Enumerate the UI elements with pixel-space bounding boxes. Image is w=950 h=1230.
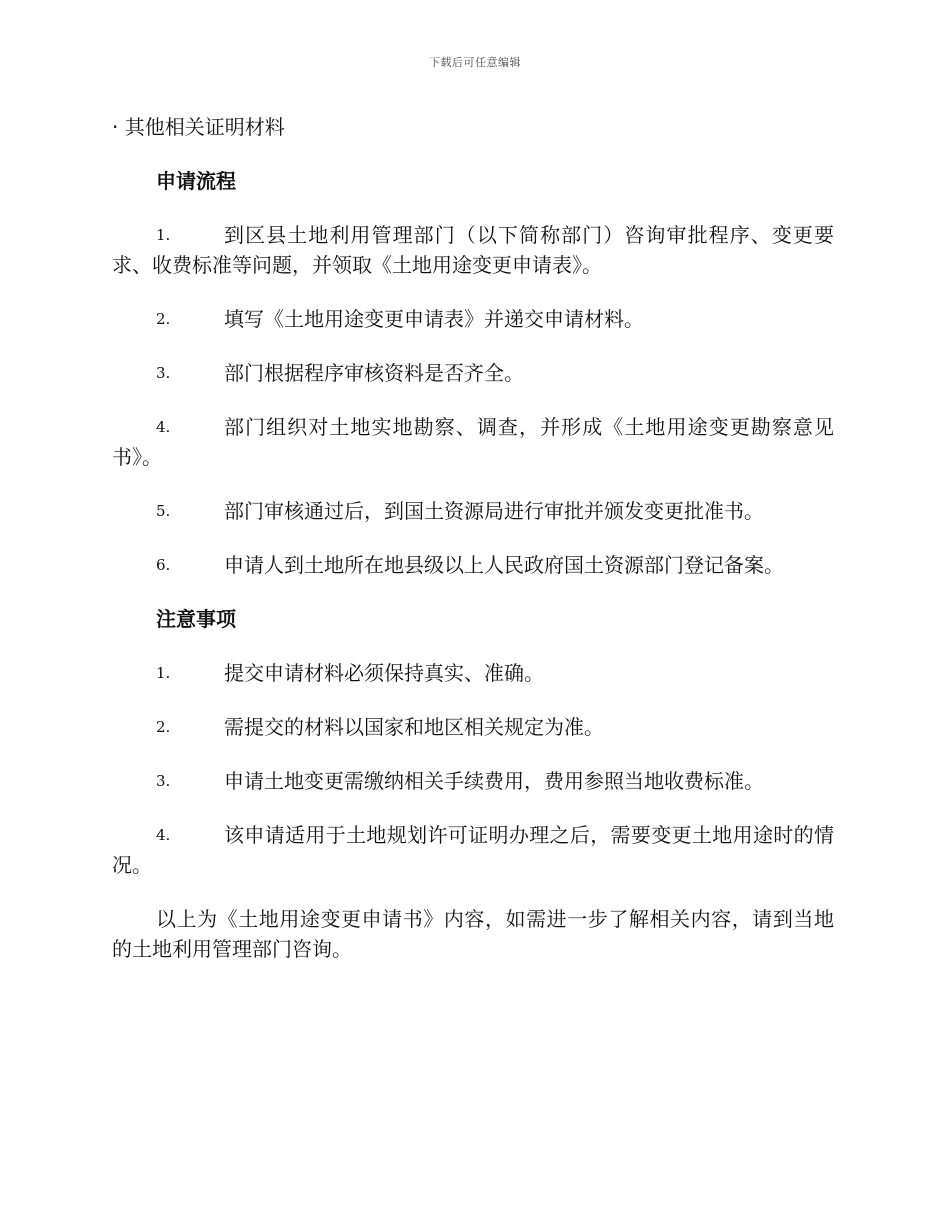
notes-item-text: 该申请适用于土地规划许可证明办理之后，需要变更土地用途时的情况。 [112,823,834,877]
process-item [112,304,834,334]
process-item-number: 6. [156,556,171,574]
document-body [112,112,834,988]
notes-item-text: 提交申请材料必须保持真实、准确。 [224,661,544,685]
closing-paragraph: 以上为《土地用途变更申请书》内容，如需进一步了解相关内容，请到当地的土地利用管理部门咨询。 [112,907,834,961]
notes-item [112,658,834,688]
process-item-number: 2. [156,310,171,328]
notes-item-text: 申请土地变更需缴纳相关手续费用，费用参照当地收费标准。 [224,769,764,793]
process-item [112,496,834,526]
process-section-title: 申请流程 [156,169,236,193]
notes-item [112,766,834,796]
process-item-text: 部门组织对土地实地勘察、调查，并形成《土地用途变更勘察意见书》。 [112,415,834,469]
process-item-number: 4. [156,418,171,436]
process-item [112,358,834,388]
notes-item [112,820,834,880]
process-item-text: 到区县土地利用管理部门（以下简称部门）咨询审批程序、变更要求、收费标准等问题，并领取《土地用途变更申请表》。 [112,223,834,277]
notes-item [112,712,834,742]
notes-section-title: 注意事项 [156,607,236,631]
notes-list [112,658,834,880]
process-item-number: 1. [156,226,171,244]
notes-item-number: 1. [156,664,171,682]
process-item [112,412,834,472]
process-item-text: 部门根据程序审核资料是否齐全。 [224,361,524,385]
process-item-text: 申请人到土地所在地县级以上人民政府国土资源部门登记备案。 [224,553,784,577]
notes-item-number: 4. [156,826,171,844]
process-item [112,220,834,280]
header-note: 下载后可任意编辑 [429,56,521,69]
process-item-number: 3. [156,364,171,382]
intro-bullet: · 其他相关证明材料 [112,115,285,139]
process-item-text: 部门审核通过后，到国土资源局进行审批并颁发变更批准书。 [224,499,764,523]
notes-item-number: 2. [156,718,171,736]
process-item-text: 填写《土地用途变更申请表》并递交申请材料。 [224,307,644,331]
process-item-number: 5. [156,502,171,520]
notes-item-number: 3. [156,772,171,790]
process-item [112,550,834,580]
notes-item-text: 需提交的材料以国家和地区相关规定为准。 [224,715,604,739]
process-list [112,220,834,580]
